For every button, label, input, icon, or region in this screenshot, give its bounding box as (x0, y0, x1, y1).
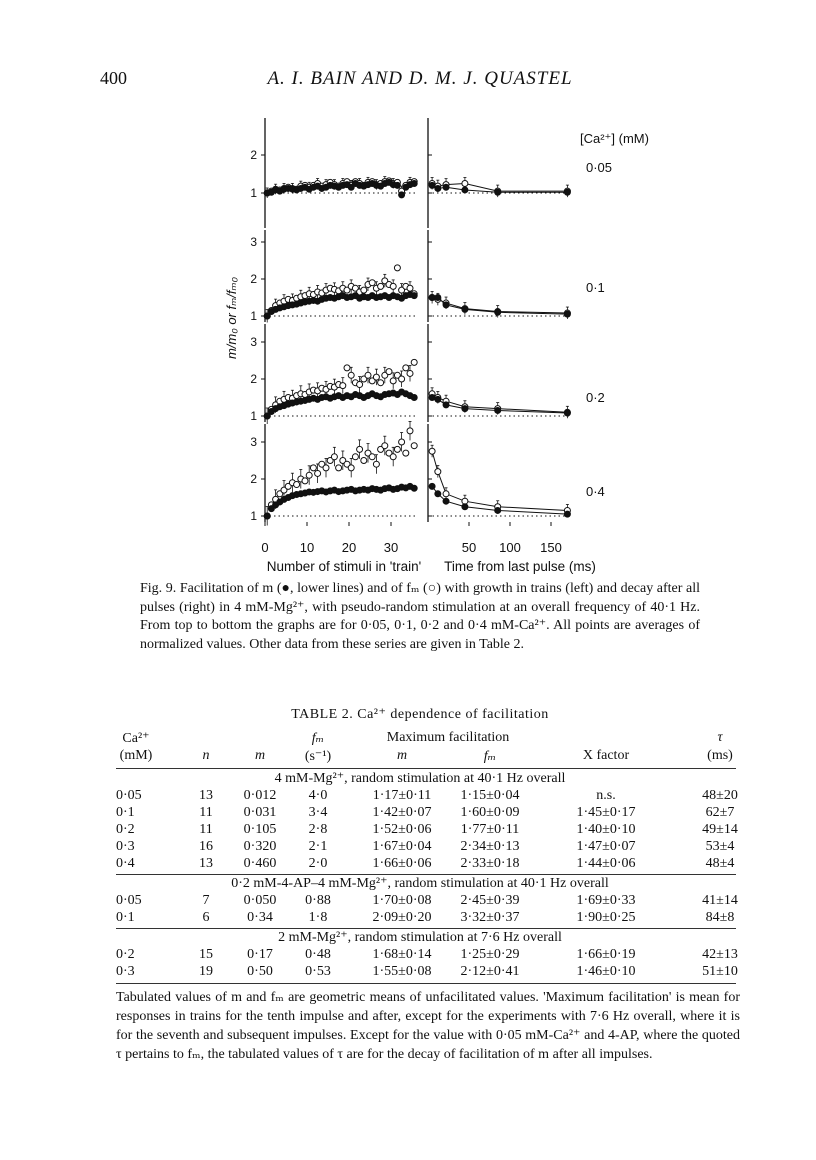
train-point-fm (373, 374, 379, 380)
table-cell: 1·47±0·07 (576, 839, 636, 854)
y-tick-label: 1 (250, 309, 257, 323)
table-cell: 11 (199, 805, 213, 820)
header-max-m: m (396, 748, 408, 763)
x-tick-label: 20 (341, 540, 357, 555)
table-cell: 84±8 (705, 910, 735, 925)
table-cell: 0·34 (247, 910, 273, 925)
table-cell: 13 (199, 856, 213, 871)
table-cell: 0·3 (116, 964, 135, 979)
train-point-fm (390, 283, 396, 289)
decay-point-m (564, 311, 570, 317)
header-rule (116, 768, 736, 769)
table-cell: 1·60±0·09 (460, 805, 520, 820)
table-cell: 0·2 (116, 947, 135, 962)
decay-point-m (435, 295, 441, 301)
header-ca-unit: (mM) (119, 748, 153, 763)
x-axis-label-left: Number of stimuli in 'train' (266, 559, 422, 574)
table-cell: 0·4 (116, 856, 135, 871)
train-point-fm (407, 370, 413, 376)
y-tick-label: 2 (250, 148, 257, 162)
x-tick-label: 10 (299, 540, 315, 555)
train-point-fm (386, 369, 392, 375)
table-cell: 1·90±0·25 (576, 910, 636, 925)
table-cell: 2·45±0·39 (460, 893, 520, 908)
table-section-title: 4 mM-Mg²⁺, random stimulation at 40·1 Hz overall (274, 771, 566, 786)
train-point-fm (310, 465, 316, 471)
x-tick-label: 0 (261, 540, 269, 555)
table-cell: 1·25±0·29 (460, 947, 520, 962)
train-point-fm (378, 283, 384, 289)
table-cell: 0·050 (243, 893, 277, 908)
train-point-fm (361, 287, 367, 293)
table-cell: 1·66±0·06 (372, 856, 432, 871)
x-tick-label: 50 (461, 540, 477, 555)
table-cell: 48±20 (702, 788, 738, 803)
header-fm-unit: (s⁻¹) (304, 749, 332, 764)
y-tick-label: 2 (250, 272, 257, 286)
train-point-fm (407, 285, 413, 291)
train-point-fm (357, 382, 363, 388)
ca-concentration-label: 0·4 (586, 484, 605, 499)
running-head: A. I. BAIN AND D. M. J. QUASTEL (267, 68, 573, 89)
header-tau-unit: (ms) (707, 748, 733, 763)
decay-line-fm (432, 451, 567, 510)
page-number: 400 (100, 68, 127, 88)
table-cell: 0·50 (247, 964, 273, 979)
table-bottom-rule (116, 983, 736, 984)
table-cell: 0·88 (305, 893, 331, 908)
table-cell: 48±4 (705, 856, 735, 871)
decay-point-m (462, 406, 468, 412)
table-cell: 0·1 (116, 910, 135, 925)
header-n: n (202, 748, 210, 763)
decay-point-m (564, 410, 570, 416)
train-point-fm (411, 359, 417, 365)
train-point-fm (361, 458, 367, 464)
train-point-m (411, 395, 417, 401)
table-cell: 0·05 (116, 893, 142, 908)
train-point-fm (390, 454, 396, 460)
train-point-fm (403, 365, 409, 371)
decay-point-m (443, 402, 449, 408)
train-point-m (399, 192, 405, 198)
y-tick-label: 1 (250, 409, 257, 423)
table-cell: 0·031 (243, 805, 277, 820)
table-cell: 0·05 (116, 788, 142, 803)
table-cell: 1·69±0·33 (576, 893, 636, 908)
decay-point-m (564, 189, 570, 195)
table-cell: 41±14 (702, 893, 738, 908)
table-cell: 1·77±0·11 (460, 822, 520, 837)
decay-point-fm (429, 448, 435, 454)
decay-point-fm (435, 469, 441, 475)
train-point-fm (378, 380, 384, 386)
decay-point-m (495, 189, 501, 195)
train-point-fm (399, 376, 405, 382)
decay-point-m (429, 395, 435, 401)
decay-point-m (495, 507, 501, 513)
table-section-title: 2 mM-Mg²⁺, random stimulation at 7·6 Hz overall (278, 930, 562, 945)
y-tick-label: 1 (250, 509, 257, 523)
train-point-fm (306, 472, 312, 478)
table-cell: 3·32±0·37 (460, 910, 520, 925)
table-cell: 11 (199, 822, 213, 837)
y-tick-label: 2 (250, 472, 257, 486)
decay-point-m (462, 306, 468, 312)
table-section-title: 0·2 mM-4-AP–4 mM-Mg²⁺, random stimulation at 40·1 Hz overall (231, 876, 609, 891)
train-point-fm (403, 450, 409, 456)
table-cell: 0·53 (305, 964, 331, 979)
header-m: m (254, 748, 266, 763)
train-point-fm (344, 365, 350, 371)
table-cell: 49±14 (702, 822, 738, 837)
train-point-fm (336, 465, 342, 471)
train-point-fm (357, 446, 363, 452)
train-point-m (411, 293, 417, 299)
table-cell: 1·55±0·08 (372, 964, 432, 979)
header-max-facilitation: Maximum facilitation (386, 730, 510, 745)
table-cell: 3·4 (308, 805, 328, 820)
table-cell: 13 (199, 788, 213, 803)
table-cell: 2·33±0·18 (460, 856, 520, 871)
header-ca: Ca²⁺ (122, 731, 150, 746)
train-point-fm (365, 372, 371, 378)
train-point-fm (331, 454, 337, 460)
decay-point-m (435, 491, 441, 497)
table-cell: 0·1 (116, 805, 135, 820)
table-cell: 1·70±0·08 (372, 893, 432, 908)
decay-point-m (435, 396, 441, 402)
decay-point-m (429, 182, 435, 188)
table-cell: 2·09±0·20 (372, 910, 432, 925)
train-point-fm (294, 482, 300, 488)
table-cell: 1·52±0·06 (372, 822, 432, 837)
x-axis-label-right: Time from last pulse (ms) (444, 559, 596, 574)
decay-point-m (564, 511, 570, 517)
table-cell: 19 (199, 964, 213, 979)
caption-label: Fig. 9. (140, 581, 177, 596)
y-tick-label: 3 (250, 335, 257, 349)
train-point-fm (352, 454, 358, 460)
table-cell: 51±10 (702, 964, 738, 979)
train-point-fm (373, 461, 379, 467)
header-fm: fₘ (311, 731, 325, 746)
train-point-m (394, 182, 400, 188)
y-tick-label: 2 (250, 372, 257, 386)
table-cell: 1·17±0·11 (372, 788, 432, 803)
y-tick-label: 3 (250, 435, 257, 449)
train-point-fm (369, 280, 375, 286)
table-cell: 0·48 (305, 947, 331, 962)
table-cell: 1·68±0·14 (372, 947, 432, 962)
decay-point-m (429, 295, 435, 301)
train-point-fm (411, 443, 417, 449)
header-tau: τ (717, 730, 723, 745)
table-cell: 0·3 (116, 839, 135, 854)
x-tick-label: 150 (540, 540, 562, 555)
decay-point-fm (462, 181, 468, 187)
train-point-fm (407, 428, 413, 434)
train-point-m (411, 181, 417, 187)
table-cell: 7 (202, 893, 210, 908)
table-cell: 1·46±0·10 (576, 964, 636, 979)
table-cell: 2·8 (308, 822, 328, 837)
table-notes: Tabulated values of m and fₘ are geometric means of unfacilitated values. 'Maximum facilitation' is mean for responses in trains for the tenth impulse and after, except for the experiments with 7·6 Hz overall, where it is for the seventh and subsequent impulses. Except for the value with 0·05 mM-Ca²⁺ and 4-AP, where the quoted τ pertains to fₘ, the tabulated values of τ are for the decay of facilitation of m after all impulses. (116, 990, 740, 1062)
train-point-fm (348, 465, 354, 471)
table-cell: 15 (199, 947, 213, 962)
table-cell: 0·17 (247, 947, 273, 962)
table-cell: n.s. (596, 788, 616, 803)
train-point-fm (394, 265, 400, 271)
train-point-fm (382, 443, 388, 449)
table-cell: 2·34±0·13 (460, 839, 520, 854)
table-cell: 62±7 (705, 805, 735, 820)
x-tick-label: 30 (383, 540, 399, 555)
train-point-fm (390, 378, 396, 384)
table-cell: 0·105 (243, 822, 277, 837)
table-cell: 2·12±0·41 (460, 964, 520, 979)
table-cell: 0·012 (243, 788, 277, 803)
decay-point-fm (443, 491, 449, 497)
train-point-fm (315, 470, 321, 476)
table-cell: 6 (202, 910, 210, 925)
ca-concentration-label: 0·1 (586, 280, 605, 295)
table-cell: 1·67±0·04 (372, 839, 432, 854)
legend-title: [Ca²⁺] (mM) (580, 131, 649, 146)
table-cell: 2·1 (308, 839, 328, 854)
train-point-fm (340, 383, 346, 389)
table-cell: 42±13 (702, 947, 738, 962)
table-title: TABLE 2. Ca²⁺ dependence of facilitation (291, 707, 549, 722)
ca-concentration-label: 0·2 (586, 390, 605, 405)
header-x-factor: X factor (582, 748, 630, 763)
train-point-m (264, 513, 270, 519)
train-point-fm (399, 439, 405, 445)
train-point-fm (323, 465, 329, 471)
y-axis-label: m/m₀ or fₘ/fₘ₀ (224, 276, 239, 360)
y-tick-label: 1 (250, 186, 257, 200)
decay-point-m (462, 187, 468, 193)
table-cell: 16 (199, 839, 213, 854)
header-max-fm: fₘ (483, 749, 497, 764)
table-cell: 1·8 (308, 910, 328, 925)
train-point-m (411, 485, 417, 491)
caption-text: Facilitation of m (●, lower lines) and of fₘ (○) with growth in trains (left) and decay after all pulses (right) in 4 mM-Mg²⁺, with pseudo-random stimulation at an overall frequency of 40·1 Hz. From top to bottom the graphs are for 0·05, 0·1, 0·2 and 0·4 mM-Ca²⁺. All points are averages of normalized values. Other data from these series are given in Table 2. (140, 581, 700, 652)
table-cell: 4·0 (308, 788, 328, 803)
decay-point-m (462, 504, 468, 510)
train-point-fm (369, 454, 375, 460)
train-point-fm (302, 478, 308, 484)
ca-concentration-label: 0·05 (586, 160, 613, 175)
decay-point-m (495, 309, 501, 315)
table-cell: 53±4 (705, 839, 735, 854)
decay-point-m (443, 184, 449, 190)
train-point-fm (348, 372, 354, 378)
figure-caption (140, 580, 700, 654)
decay-point-m (443, 498, 449, 504)
table-cell: 1·42±0·07 (372, 805, 432, 820)
y-tick-label: 3 (250, 235, 257, 249)
table-cell: 0·320 (243, 839, 277, 854)
decay-point-m (495, 407, 501, 413)
table-cell: 1·15±0·04 (460, 788, 520, 803)
table-cell: 0·460 (243, 856, 277, 871)
train-point-fm (394, 446, 400, 452)
table-cell: 1·45±0·17 (576, 805, 636, 820)
decay-point-m (435, 185, 441, 191)
table-cell: 1·40±0·10 (576, 822, 636, 837)
table-cell: 1·44±0·06 (576, 856, 636, 871)
decay-point-m (429, 483, 435, 489)
x-tick-label: 100 (499, 540, 521, 555)
table-cell: 2·0 (308, 856, 328, 871)
decay-point-m (443, 302, 449, 308)
table-cell: 0·2 (116, 822, 135, 837)
table-cell: 1·66±0·19 (576, 947, 636, 962)
